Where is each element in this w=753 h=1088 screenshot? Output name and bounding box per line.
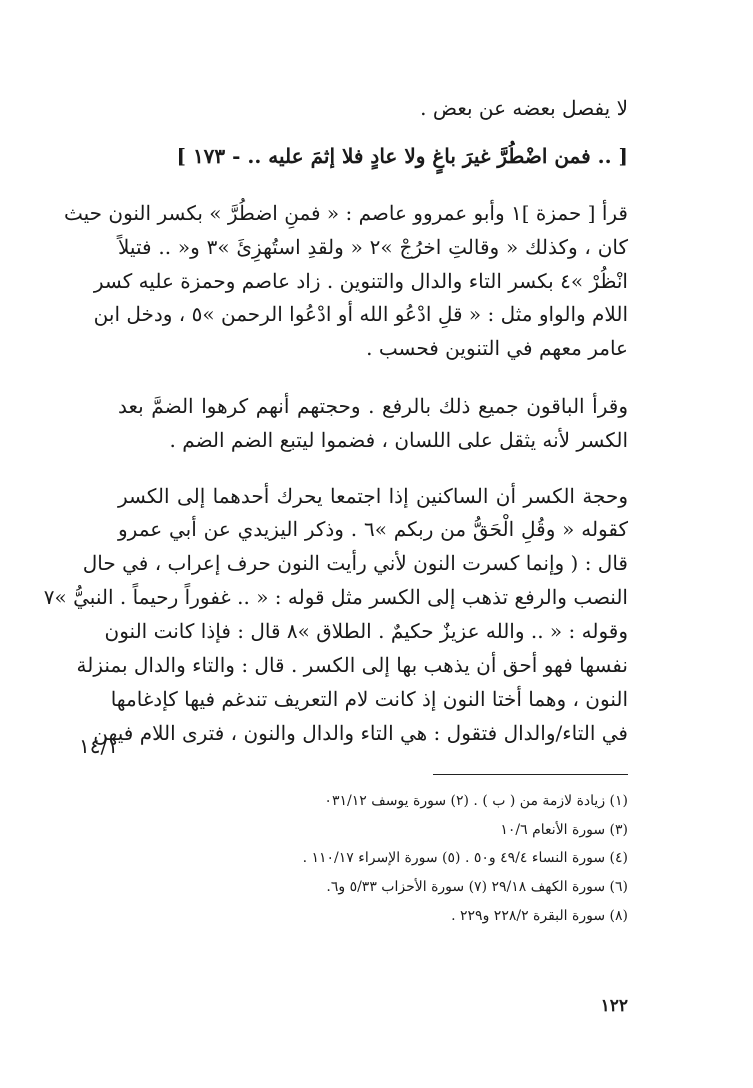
text-line: وقوله : « .. والله عزيزٌ حكيمٌ . الطلاق »٨ قال : فإذا كانت النون xyxy=(104,619,628,643)
page-number: ١٢٢ xyxy=(600,996,628,1016)
text-line: اللام والواو مثل : « قلِ ادْعُو الله أو ادْعُوا الرحمن »٥ ، ودخل ابن xyxy=(93,302,628,326)
text-line: قرأ [ حمزة ]١ وأبو عمروو عاصم : « فمنِ اضطُرَّ » بكسر النون حيث xyxy=(63,201,628,225)
text-line: لا يفصل بعضه عن بعض . xyxy=(420,96,628,120)
footnote-separator xyxy=(433,774,628,775)
footnote: (٣) سورة الأنعام ١٠/٦ xyxy=(500,822,628,838)
text-line: النصب والرفع تذهب إلى الكسر مثل قوله : « .. غفوراً رحيماً . النبيُّ »٧ xyxy=(43,585,628,609)
margin-reference: ١٤/١ xyxy=(79,734,118,758)
text-line: [ .. فمن اضْطُرَّ غيرَ باغٍ ولا عادٍ فلا إثمَ عليه .. - ١٧٣ ] xyxy=(176,144,628,168)
footnote: (٨) سورة البقرة ٢٢٨/٢ و٢٢٩ . xyxy=(451,908,628,924)
footnote: (٤) سورة النساء ٤٩/٤ و٥٠ . (٥) سورة الإسراء ١١٠/١٧ . xyxy=(302,850,628,866)
text-line: كقوله « وقُلِ الْحَقُّ من ربكم »٦ . وذكر اليزيدي عن أبي عمرو xyxy=(118,517,629,541)
text-line: النون ، وهما أختا النون إذ كانت لام التعريف تندغم فيها كإدغامها xyxy=(110,687,628,711)
text-line: وقرأ الباقون جميع ذلك بالرفع . وحجتهم أنهم كرهوا الضمَّ بعد xyxy=(118,394,628,418)
text-line: في التاء/والدال فتقول : هي التاء والدال والنون ، فترى اللام فيهن xyxy=(93,721,628,745)
text-line: انْظُرْ »٤ بكسر التاء والدال والتنوين . زاد عاصم وحمزة عليه كسر xyxy=(93,269,628,293)
footnote: (١) زيادة لازمة من ( ب ) . (٢) سورة يوسف ٠٣١/١٢ xyxy=(324,793,628,809)
text-line: نفسها فهو أحق أن يذهب بها إلى الكسر . قال : والتاء والدال بمنزلة xyxy=(76,653,628,677)
footnote: (٦) سورة الكهف ٢٩/١٨ (٧) سورة الأحزاب ٥/٣٣ و٦. xyxy=(326,879,628,895)
text-line: قال : ( وإنما كسرت النون لأني رأيت النون حرف إعراب ، في حال xyxy=(82,551,628,575)
text-line: وحجة الكسر أن الساكنين إذا اجتمعا يحرك أحدهما إلى الكسر xyxy=(118,484,628,508)
text-line: كان ، وكذلك « وقالتِ اخرُجْ »٢ « ولقدِ استُهزِئَ »٣ و« .. فتيلاً xyxy=(118,235,628,259)
text-line: عامر معهم في التنوين فحسب . xyxy=(366,336,628,360)
text-line: الكسر لأنه يثقل على اللسان ، فضموا ليتبع الضم الضم . xyxy=(169,428,628,452)
